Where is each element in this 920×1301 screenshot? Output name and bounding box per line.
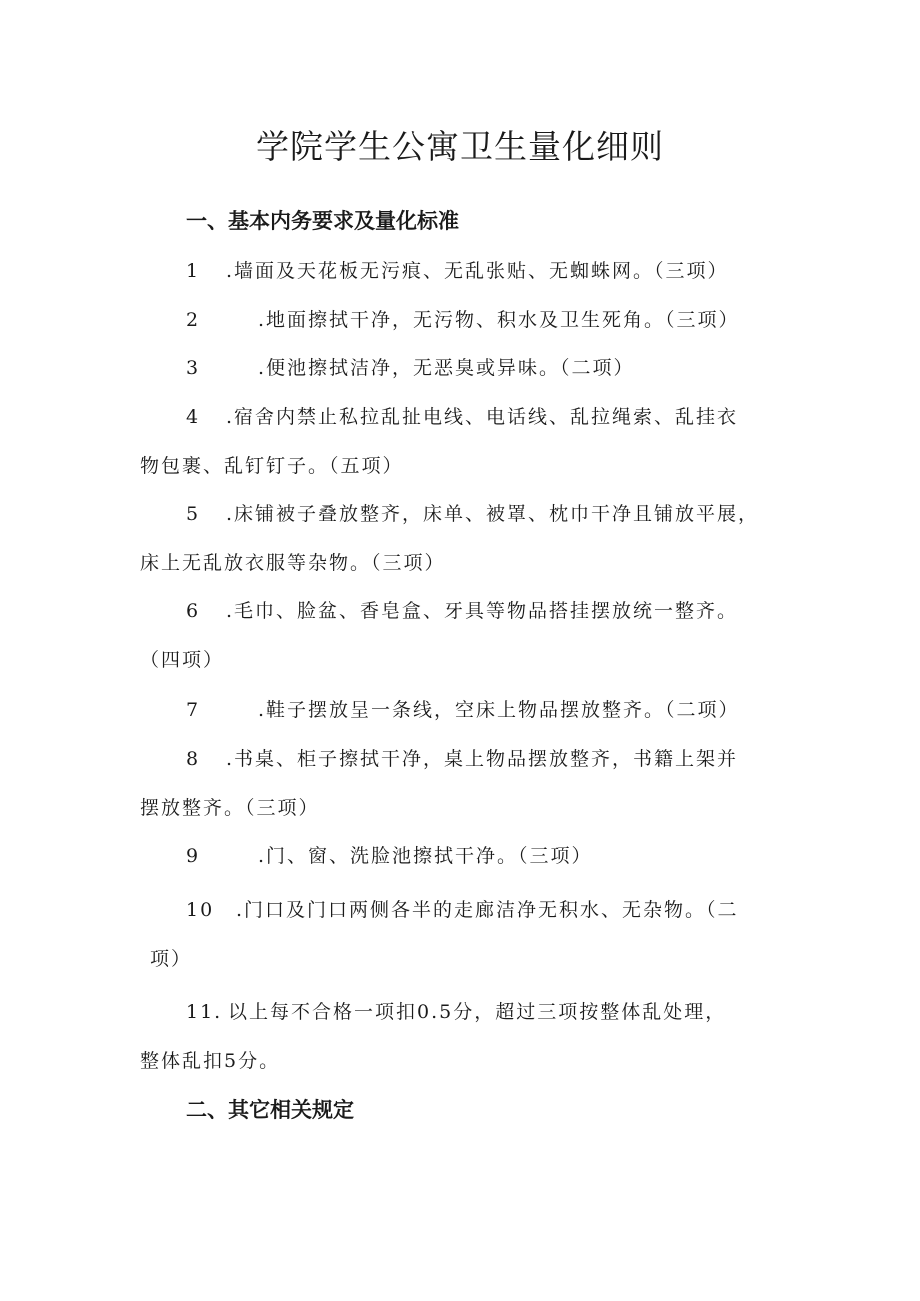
- list-item-3: [140, 344, 800, 393]
- item-number: 5: [186, 503, 201, 525]
- list-item-7: [140, 686, 800, 735]
- list-item-1: [140, 247, 800, 296]
- item-text: .宿舍内禁止私拉乱扯电线、电话线、乱拉绳索、乱挂衣: [226, 406, 739, 428]
- list-item-2: [140, 296, 800, 345]
- list-item-5: [140, 490, 800, 587]
- item-number: 7: [186, 699, 201, 721]
- item-text-continued: 项）: [150, 947, 193, 970]
- list-item-4: [140, 393, 800, 490]
- item-number: 11.: [186, 1001, 223, 1023]
- list-item-8: [140, 735, 800, 832]
- item-text-continued: 整体乱扣5分。: [140, 1049, 281, 1072]
- item-number: 1: [186, 260, 201, 282]
- item-number: 4: [186, 406, 201, 428]
- item-text-continued: （四项）: [140, 648, 225, 671]
- item-text: .门口及门口两侧各半的走廊洁净无积水、无杂物。（二: [236, 899, 739, 921]
- item-text: .毛巾、脸盆、香皂盒、牙具等物品搭挂摆放统一整齐。: [226, 600, 739, 622]
- item-number: 2: [186, 309, 201, 331]
- item-number: 3: [186, 357, 201, 379]
- item-text: .便池擦拭洁净，无恶臭或异味。（二项）: [258, 357, 635, 379]
- item-text: .鞋子摆放呈一条线，空床上物品摆放整齐。（二项）: [258, 699, 740, 721]
- item-text: .地面擦拭干净，无污物、积水及卫生死角。（三项）: [258, 309, 740, 331]
- item-text: .门、窗、洗脸池擦拭干净。（三项）: [258, 845, 593, 867]
- list-item-11: [140, 988, 800, 1085]
- section-heading-1: 一、基本内务要求及量化标准: [186, 209, 459, 233]
- section-heading-2: 二、其它相关规定: [186, 1098, 354, 1122]
- item-number: 6: [186, 600, 201, 622]
- item-text-continued: 物包裹、乱钉钉子。（五项）: [140, 454, 404, 477]
- item-number: 10: [186, 899, 215, 921]
- item-text: .床铺被子叠放整齐，床单、被罩、枕巾干净且铺放平展，: [226, 503, 760, 525]
- item-text: 以上每不合格一项扣0.5分，超过三项按整体乱处理，: [228, 1001, 727, 1023]
- list-item-10: [140, 886, 800, 983]
- item-text: .书桌、柜子擦拭干净，桌上物品摆放整齐，书籍上架并: [226, 748, 739, 770]
- list-item-9: [140, 832, 800, 881]
- item-number: 9: [186, 845, 201, 867]
- item-number: 8: [186, 748, 201, 770]
- page-title: 学院学生公寓卫生量化细则: [256, 127, 664, 166]
- item-text: .墙面及天花板无污痕、无乱张贴、无蜘蛛网。（三项）: [226, 260, 729, 282]
- item-text-continued: 床上无乱放衣服等杂物。（三项）: [140, 551, 446, 574]
- item-text-continued: 摆放整齐。（三项）: [140, 796, 320, 819]
- list-item-6: [140, 587, 800, 684]
